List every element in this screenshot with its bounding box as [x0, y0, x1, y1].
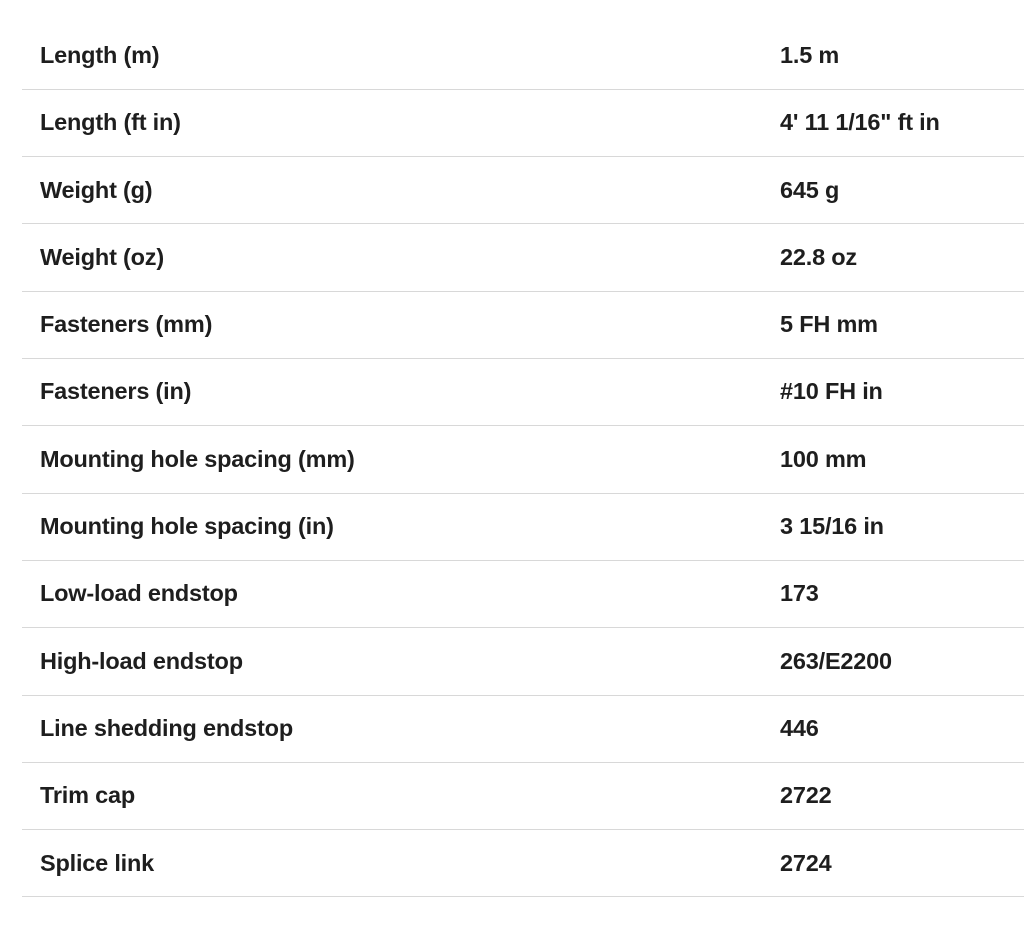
spec-label: Fasteners (in) [40, 378, 192, 405]
spec-value: 100 mm [780, 445, 867, 472]
spec-row [22, 90, 1024, 157]
spec-label: Low-load endstop [40, 580, 238, 607]
spec-row [22, 696, 1024, 763]
spec-value: 3 15/16 in [780, 513, 884, 540]
spec-label: Mounting hole spacing (in) [40, 513, 334, 540]
spec-label: Trim cap [40, 782, 136, 809]
spec-value: 645 g [780, 176, 840, 203]
spec-label: Weight (g) [40, 176, 153, 203]
spec-label: High-load endstop [40, 647, 243, 674]
spec-label: Weight (oz) [40, 243, 164, 270]
spec-value: 173 [780, 580, 819, 607]
spec-row [22, 628, 1024, 695]
spec-row [22, 359, 1024, 426]
spec-row [22, 561, 1024, 628]
spec-label: Line shedding endstop [40, 714, 293, 741]
spec-value: 22.8 oz [780, 243, 857, 270]
spec-row [22, 763, 1024, 830]
spec-label: Mounting hole spacing (mm) [40, 445, 355, 472]
spec-value: 2722 [780, 782, 832, 809]
spec-value: 1.5 m [780, 41, 840, 68]
spec-row [22, 224, 1024, 291]
spec-row [22, 292, 1024, 359]
spec-row [22, 157, 1024, 224]
spec-label: Length (m) [40, 41, 160, 68]
spec-value: 446 [780, 714, 819, 741]
spec-value: 4' 11 1/16" ft in [780, 109, 940, 136]
spec-table [22, 0, 1024, 897]
spec-value: 2724 [780, 849, 832, 876]
spec-value: 5 FH mm [780, 311, 878, 338]
spec-row [22, 494, 1024, 561]
spec-label: Splice link [40, 849, 155, 876]
spec-value: #10 FH in [780, 378, 883, 405]
spec-label: Length (ft in) [40, 109, 181, 136]
spec-row [22, 23, 1024, 90]
spec-label: Fasteners (mm) [40, 311, 213, 338]
spec-row [22, 426, 1024, 493]
spec-value: 263/E2200 [780, 647, 892, 674]
spec-row [22, 830, 1024, 897]
